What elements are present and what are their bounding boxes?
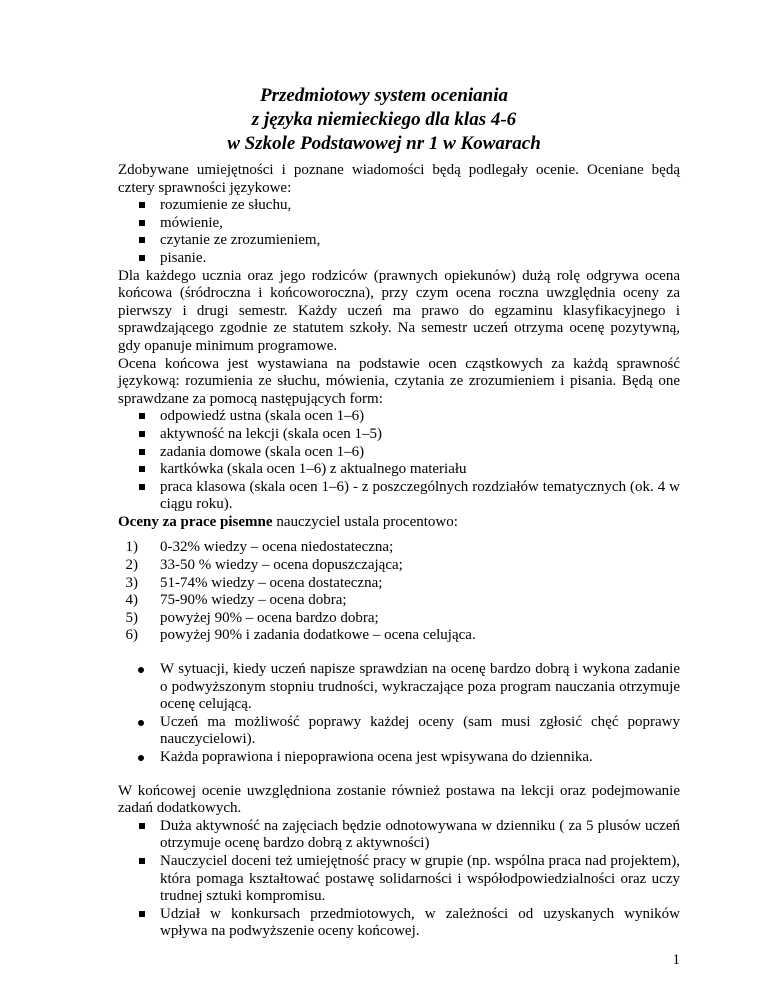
list-item: Uczeń ma możliwość poprawy każdej oceny (sam musi zgłosić chęć poprawy nauczycielowi). bbox=[160, 713, 680, 748]
list-text: powyżej 90% i zadania dodatkowe – ocena celująca. bbox=[160, 627, 476, 644]
list-item bbox=[118, 592, 680, 610]
list-item: pisanie. bbox=[160, 250, 680, 268]
list-item bbox=[118, 539, 680, 557]
grades-intro-rest: nauczyciel ustala procentowo: bbox=[272, 513, 458, 530]
list-item: kartkówka (skala ocen 1–6) z aktualnego materiału bbox=[160, 461, 680, 479]
list-number: 1) bbox=[125, 539, 138, 556]
grades-intro-bold: Oceny za prace pisemne bbox=[118, 513, 273, 530]
list-item bbox=[118, 627, 680, 645]
intro-paragraph: Zdobywane umiejętności i poznane wiadomości będą podlegały ocenie. Oceniane będą cztery sprawności językowe: bbox=[118, 162, 680, 196]
list-item: W sytuacji, kiedy uczeń napisze sprawdzian na ocenę bardzo dobrą i wykona zadanie o podwyższonym stopniu trudności, wykraczające poza program nauczania otrzymuje ocenę celującą. bbox=[160, 661, 680, 713]
parents-paragraph: Dla każdego ucznia oraz jego rodziców (prawnych opiekunów) dużą rolę odgrywa ocena końcowa (śródroczna i końcoworoczna), przy czym ocena roczna uwzględnia oceny za pierwszy i drugi semestr. Każdy uczeń ma prawo do egzaminu klasyfikacyjnego i sprawdzającego zgodnie ze statutem szkoły. Na semestr uczeń otrzyma ocenę pozytywną, gdy opanuje minimum programowe. bbox=[118, 267, 680, 354]
title-line-2: z języka niemieckiego dla klas 4-6 bbox=[251, 109, 517, 130]
list-item: zadania domowe (skala ocen 1–6) bbox=[160, 444, 680, 462]
list-item: Każda poprawiona i niepoprawiona ocena jest wpisywana do dziennika. bbox=[160, 749, 680, 767]
grades-list bbox=[118, 539, 680, 645]
skills-list bbox=[118, 197, 680, 267]
list-item: czytanie ze zrozumieniem, bbox=[160, 232, 680, 250]
list-item bbox=[118, 557, 680, 575]
list-item: praca klasowa (skala ocen 1–6) - z poszczególnych rozdziałów tematycznych (ok. 4 w ciągu roku). bbox=[160, 478, 680, 513]
page-number: 1 bbox=[672, 952, 680, 968]
list-text: 51-74% wiedzy – ocena dostateczna; bbox=[160, 574, 383, 591]
list-text: 75-90% wiedzy – ocena dobra; bbox=[160, 592, 347, 609]
list-item bbox=[118, 575, 680, 593]
forms-list bbox=[118, 408, 680, 514]
title-line-3: w Szkole Podstawowej nr 1 w Kowarach bbox=[227, 133, 541, 154]
list-item: odpowiedź ustna (skala ocen 1–6) bbox=[160, 408, 680, 426]
list-number: 5) bbox=[125, 609, 138, 626]
list-number: 2) bbox=[125, 557, 138, 574]
final-grade-paragraph: Ocena końcowa jest wystawiana na podstawie ocen cząstkowych za każdą sprawność językową: rozumienia ze słuchu, mówienia, czytania ze zrozumieniem i pisania. Będą one sprawdzane za pomocą następujących form: bbox=[118, 355, 680, 407]
document-body bbox=[118, 162, 680, 941]
list-item: Nauczyciel doceni też umiejętność pracy w grupie (np. wspólna praca nad projektem), która pomaga kształtować postawę solidarności i współodpowiedzialności oraz uczy trudnej sztuki kompromisu. bbox=[160, 852, 680, 905]
list-item: Duża aktywność na zajęciach będzie odnotowywana w dzienniku ( za 5 plusów uczeń otrzymuje ocenę bardzo dobrą z aktywności) bbox=[160, 817, 680, 852]
list-item: rozumienie ze słuchu, bbox=[160, 197, 680, 215]
title-line-1: Przedmiotowy system oceniania bbox=[259, 85, 509, 106]
grades-intro bbox=[118, 514, 680, 532]
list-item: Udział w konkursach przedmiotowych, w zależności od uzyskanych wyników wpływa na podwyższenie oceny końcowej. bbox=[160, 905, 680, 940]
list-text: powyżej 90% – ocena bardzo dobra; bbox=[160, 609, 379, 626]
list-number: 4) bbox=[125, 592, 138, 609]
list-text: 0-32% wiedzy – ocena niedostateczna; bbox=[160, 539, 394, 556]
list-text: 33-50 % wiedzy – ocena dopuszczająca; bbox=[160, 557, 403, 574]
notes-list bbox=[118, 661, 680, 767]
list-number: 6) bbox=[125, 627, 138, 644]
extras-list bbox=[118, 818, 680, 941]
list-item: aktywność na lekcji (skala ocen 1–5) bbox=[160, 426, 680, 444]
list-number: 3) bbox=[125, 574, 138, 591]
list-item: mówienie, bbox=[160, 215, 680, 233]
attitude-paragraph: W końcowej ocenie uwzględniona zostanie również postawa na lekcji oraz podejmowanie zadań dodatkowych. bbox=[118, 782, 680, 817]
document-title bbox=[0, 84, 768, 156]
list-item bbox=[118, 610, 680, 628]
